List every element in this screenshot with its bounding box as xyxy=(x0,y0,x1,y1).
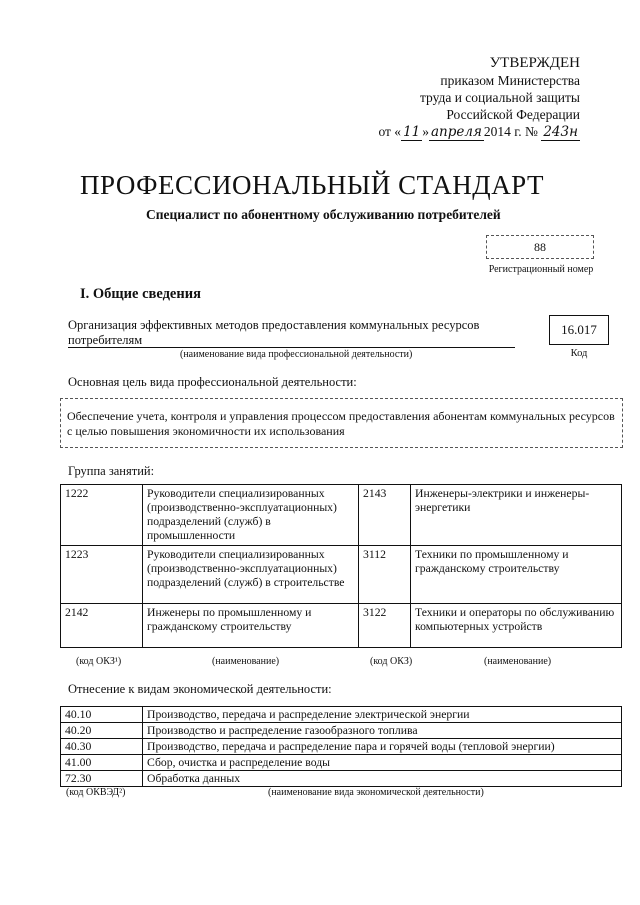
table-row xyxy=(61,771,622,787)
group-label: Группа занятий: xyxy=(68,464,155,478)
activity-code: 16.017 xyxy=(549,315,609,345)
activity-underline xyxy=(68,347,515,348)
date-day: 11 xyxy=(403,124,421,140)
occ-caption-name-a: (наименование) xyxy=(212,656,280,667)
approval-block xyxy=(350,55,580,141)
okved-name: Сбор, очистка и распределение воды xyxy=(143,755,622,771)
okved-code: 40.10 xyxy=(61,707,143,723)
econ-label: Отнесение к видам экономической деятельности: xyxy=(68,682,332,696)
approval-line-2: труда и социальной защиты xyxy=(419,90,580,105)
okz-code: 1223 xyxy=(61,546,143,604)
okved-code: 40.20 xyxy=(61,723,143,739)
okved-code: 40.30 xyxy=(61,739,143,755)
approval-date xyxy=(350,123,580,141)
date-mid: » xyxy=(422,124,429,139)
okz-name: Техники и операторы по обслуживанию компьютерных устройств xyxy=(411,604,622,648)
date-year: 2014 г. № xyxy=(483,124,538,139)
document-title: ПРОФЕССИОНАЛЬНЫЙ СТАНДАРТ xyxy=(80,170,545,200)
section-heading: I. Общие сведения xyxy=(80,286,201,302)
table-row xyxy=(61,707,622,723)
okz-code: 1222 xyxy=(61,485,143,546)
okz-name: Инженеры по промышленному и гражданскому строительству xyxy=(143,604,359,648)
approval-status: УТВЕРЖДЕН xyxy=(489,55,580,71)
date-prefix: от « xyxy=(378,124,402,139)
registration-label: Регистрационный номер xyxy=(488,264,594,275)
okved-code: 41.00 xyxy=(61,755,143,771)
okz-name: Инженеры-электрики и инженеры-энергетики xyxy=(411,485,622,546)
document-subtitle: Специалист по абонентному обслуживанию потребителей xyxy=(146,207,501,222)
activity-caption: (наименование вида профессиональной деятельности) xyxy=(180,349,413,360)
okz-name: Руководители специализированных (производственно-эксплуатационных) подразделений (служб) в промышленности xyxy=(143,485,359,546)
okz-name: Руководители специализированных (производственно-эксплуатационных) подразделений (служб) в строительстве xyxy=(143,546,359,604)
goal-label: Основная цель вида профессиональной деятельности: xyxy=(68,375,357,389)
table-row xyxy=(61,604,622,648)
registration-number: 88 xyxy=(486,235,594,259)
econ-caption-code: (код ОКВЭД²) xyxy=(66,787,126,798)
okz-code: 3112 xyxy=(359,546,411,604)
occupation-table xyxy=(60,484,622,648)
table-row xyxy=(61,723,622,739)
occ-caption-code-b: (код ОКЗ) xyxy=(370,656,413,667)
okved-name: Производство, передача и распределение электрической энергии xyxy=(143,707,622,723)
okz-code: 3122 xyxy=(359,604,411,648)
order-number: 243н xyxy=(543,124,578,140)
okz-code: 2143 xyxy=(359,485,411,546)
okved-name: Производство, передача и распределение пара и горячей воды (тепловой энергии) xyxy=(143,739,622,755)
occ-caption-code-a: (код ОКЗ¹) xyxy=(76,656,122,667)
econ-table xyxy=(60,706,622,787)
occ-caption-name-b: (наименование) xyxy=(484,656,552,667)
okz-code: 2142 xyxy=(61,604,143,648)
table-row xyxy=(61,739,622,755)
econ-caption-name: (наименование вида экономической деятельности) xyxy=(268,787,484,798)
table-row xyxy=(61,755,622,771)
okz-name: Техники по промышленному и гражданскому строительству xyxy=(411,546,622,604)
date-month: апреля xyxy=(431,124,482,140)
code-caption: Код xyxy=(570,348,588,359)
table-row xyxy=(61,546,622,604)
okved-name: Обработка данных xyxy=(143,771,622,787)
okved-code: 72.30 xyxy=(61,771,143,787)
goal-text: Обеспечение учета, контроля и управления процессом предоставления абонентам коммунальных ресурсов с целью повышения экономичности их использования xyxy=(60,398,623,448)
approval-line-1: приказом Министерства xyxy=(440,73,580,88)
okved-name: Производство и распределение газообразного топлива xyxy=(143,723,622,739)
approval-line-3: Российской Федерации xyxy=(446,107,580,122)
table-row xyxy=(61,485,622,546)
activity-name: Организация эффективных методов предоставления коммунальных ресурсов потребителям xyxy=(68,318,480,347)
